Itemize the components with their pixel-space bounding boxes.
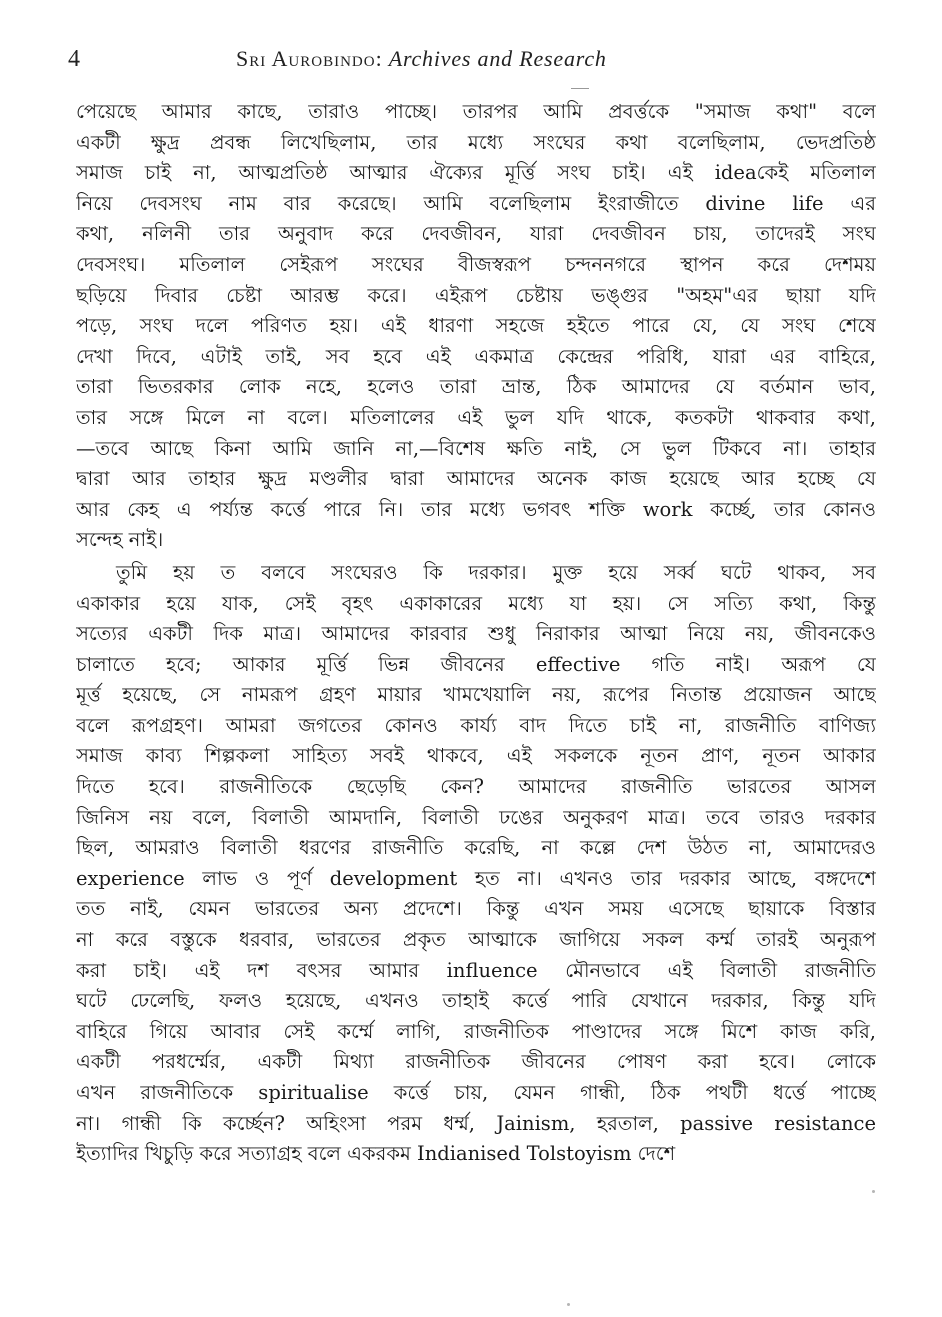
text-line: এখন রাজনীতিকে spiritualise কর্ত্তে চায়, যেমন গান্ধী, ঠিক পথটী ধর্ত্তে পাচ্ছে	[76, 1081, 876, 1104]
header-rule	[571, 88, 589, 89]
text-line: দেখা দিবে, এটাই তাই, সব হবে এই একমাত্র কেন্দ্রের পরিধি, যারা এর বাহিরে,	[76, 344, 876, 368]
text-line: বাহিরে গিয়ে আবার সেই কর্ম্মে লাগি, রাজনীতিক পাণ্ডাদের সঙ্গে মিশে কাজ করি,	[76, 1019, 876, 1043]
text-line: তত নাই, যেমন ভারতের অন্য প্রদেশে। কিন্তু এখন সময় এসেছে ছায়াকে বিস্তার	[76, 897, 876, 921]
text-line: সন্দেহ নাই।	[76, 528, 164, 552]
text-line: তুমি হয় ত বলবে সংঘেরও কি দরকার। মুক্ত হয়ে সর্ব্ব ঘটে থাকব, সব	[116, 560, 876, 584]
text-line: তারা ভিতরকার লোক নহে, হলেও তারা ভ্রান্ত, ঠিক আমাদের যে বর্তমান ভাব,	[76, 375, 876, 399]
text-line: না করে বস্তুকে ধরবার, ভারতের প্রকৃত আত্মাকে জাগিয়ে সকল কর্ম্ম তারই অনুরূপ	[76, 928, 876, 952]
page-number: 4	[68, 46, 80, 72]
text-line: ছড়িয়ে দিবার চেষ্টা আরম্ভ করে। এইরূপ চেষ্টায় ভঙ্গুর "অহম"এর ছায়া যদি	[76, 283, 876, 307]
text-line: দেবসংঘ। মতিলাল সেইরূপ সংঘের বীজস্বরূপ চন্দননগরে স্থাপন করে দেশময়	[76, 252, 876, 276]
text-line: ছিল, আমরাও বিলাতী ধরণের রাজনীতি করেছি, না কল্লে দেশ উঠত না, আমাদেরও	[76, 836, 876, 860]
text-line: দ্বারা আর তাহার ক্ষুদ্র মণ্ডলীর দ্বারা আমাদের অনেক কাজ হয়েছে আর হচ্ছে যে	[76, 467, 876, 491]
text-line: সমাজ কাব্য শিল্পকলা সাহিত্য সবই থাকবে, এই সকলকে নূতন প্রাণ, নূতন আকার	[76, 744, 876, 768]
text-line: চালাতে হবে; আকার মূর্ত্তি ভিন্ন জীবনের effective গতি নাই। অরূপ যে	[76, 652, 876, 676]
paragraph	[76, 97, 876, 556]
text-line: পড়ে, সংঘ দলে পরিণত হয়। এই ধারণা সহজে হইতে পারে যে, যে সংঘ শেষে	[76, 314, 876, 338]
text-line: করা চাই। এই দশ বৎসর আমার influence মৌনভাবে এই বিলাতী রাজনীতি	[76, 958, 876, 982]
text-line: সমাজ চাই না, আত্মপ্রতিষ্ঠ আত্মার ঐক্যের মূর্ত্তি সংঘ চাই। এই ideaকেই মতিলাল	[76, 161, 876, 185]
running-head-author: Sri Aurobindo:	[236, 46, 383, 71]
text-line: সত্যের একটী দিক মাত্র। আমাদের কারবার শুধু নিরাকার আত্মা নিয়ে নয়, জীবনকেও	[76, 622, 876, 646]
scan-speck	[872, 1190, 875, 1193]
paragraph	[76, 558, 876, 1170]
text-line: জিনিস নয় বলে, বিলাতী আমদানি, বিলাতী ঢঙের অনুকরণ মাত্র। তবে তারও দরকার	[76, 805, 876, 829]
text-line: experience লাভ ও পূর্ণ development হত না। এখনও তার দরকার আছে, বঙ্গদেশে	[76, 866, 876, 890]
text-line: —তবে আছে কিনা আমি জানি না,—বিশেষ ক্ষতি নাই, সে ভুল টিকবে না। তাহার	[76, 436, 876, 460]
text-line: তার সঙ্গে মিলে না বলে। মতিলালের এই ভুল যদি থাকে, কতকটা থাকবার কথা,	[76, 405, 876, 429]
text-line: কথা, নলিনী তার অনুবাদ করে দেবজীবন, যারা দেবজীবন চায়, তাদেরই সংঘ	[76, 222, 876, 246]
scan-speck	[567, 1303, 570, 1306]
text-line: না। গান্ধী কি কর্চ্ছেন? অহিংসা পরম ধর্ম্ম, Jainism, হরতাল, passive resistance	[76, 1111, 876, 1135]
text-line: দিতে হবে। রাজনীতিকে ছেড়েছি কেন? আমাদের রাজনীতি ভারতের আসল	[76, 775, 876, 799]
text-line: আর কেহ এ পর্য্যন্ত কর্ত্তে পারে নি। তার মধ্যে ভগবৎ শক্তি work কর্চ্ছে, তার কোনও	[76, 497, 876, 521]
text-line: একটী পরধর্ম্মের, একটী মিথ্যা রাজনীতিক জীবনের পোষণ করা হবে। লোকে	[76, 1050, 876, 1074]
text-line: ইত্যাদির খিচুড়ি করে সত্যাগ্রহ বলে একরকম Indianised Tolstoyism দেশে	[76, 1142, 676, 1166]
text-line: একাকার হয়ে যাক, সেই বৃহৎ একাকারের মধ্যে যা হয়। সে সত্যি কথা, কিন্তু	[76, 591, 876, 615]
running-head	[236, 46, 607, 72]
text-line: বলে রূপগ্রহণ। আমরা জগতের কোনও কার্য্য বাদ দিতে চাই না, রাজনীতি বাণিজ্য	[76, 713, 876, 737]
text-line: একটী ক্ষুদ্র প্রবন্ধ লিখেছিলাম, তার মধ্যে সংঘের কথা বলেছিলাম, ভেদপ্রতিষ্ঠ	[76, 130, 876, 154]
running-head-journal: Archives and Research	[388, 46, 607, 71]
text-line: নিয়ে দেবসংঘ নাম বার করেছে। আমি বলেছিলাম ইংরাজীতে divine life এর	[76, 191, 876, 215]
text-line: পেয়েছে আমার কাছে, তারাও পাচ্ছে। তারপর আমি প্রবর্ত্তকে "সমাজ কথা" বলে	[76, 100, 876, 123]
text-line: ঘটে ঢেলেছি, ফলও হয়েছে, এখনও তাহাই কর্ত্তে পারি যেখানে দরকার, কিন্তু যদি	[76, 989, 876, 1013]
body-text	[76, 97, 876, 1170]
text-line: মূর্ত্ত হয়েছে, সে নামরূপ গ্রহণ মায়ার খামখেয়ালি নয়, রূপের নিতান্ত প্রয়োজন আছে	[76, 683, 876, 707]
